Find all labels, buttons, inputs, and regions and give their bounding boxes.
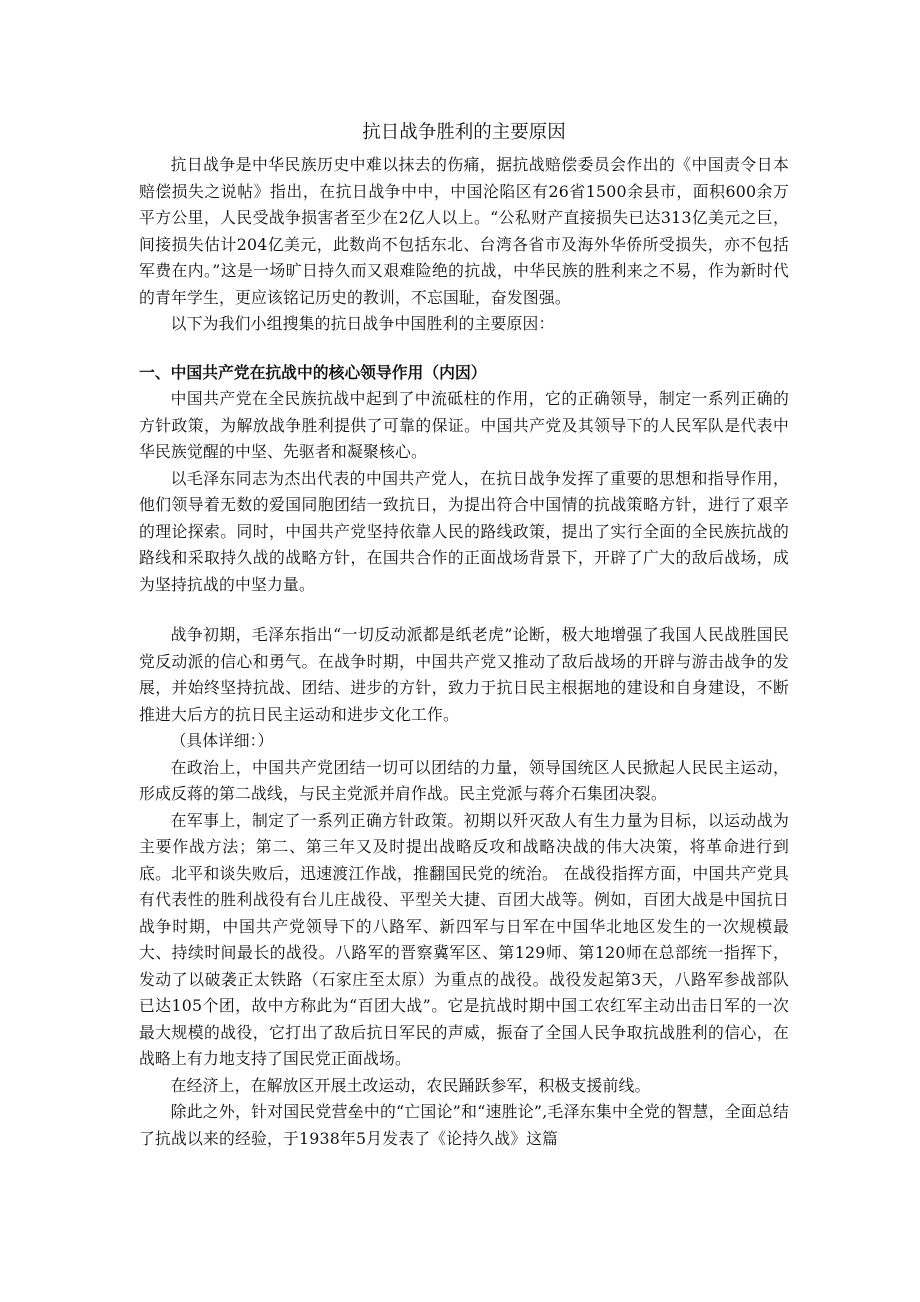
detail-paragraph-military: 在军事上，制定了一系列正确方针政策。初期以歼灭敌人有生力量为目标，以运动战为主要作战方法；第二、第三年又及时提出战略反攻和战略决战的伟大决策，将革命进行到底。北平和谈失败后，迅速渡江作战，推翻国民党的统治。 在战役指挥方面，中国共产党具有代表性的胜利战役有台儿庄战役、平型关大捷、百团大战等。例如，百团大战是中国抗日战争时期，中国共产党领导下的八路军、新四军与日军在中国华北地区发生的一次规模最大、持续时间最长的战役。八路军的晋察冀军区、第129师、第120师在总部统一指挥下，发动了以破袭正太铁路（石家庄至太原）为重点的战役。战役发起第3天，八路军参战部队已达105个团，故中方称此为“百团大战”。它是抗战时期中国工农红军主动出击日军的一次最大规模的战役，它打出了敌后抗日军民的声威，振奋了全国人民争取抗战胜利的信心，在战略上有力地支持了国民党正面战场。: [139, 810, 789, 1068]
detail-paragraph-politics: 在政治上，中国共产党团结一切可以团结的力量，领导国统区人民掀起人民民主运动，形成反蒋的第二战线，与民主党派并肩作战。民主党派与蒋介石集团决裂。: [139, 757, 789, 803]
detail-paragraph-economy: 在经济上，在解放区开展土改运动，农民踊跃参军，积极支援前线。: [170, 1075, 651, 1095]
body-paragraph: 以毛泽东同志为杰出代表的中国共产党人，在抗日战争发挥了重要的思想和指导作用，他们领导着无数的爱国同胞团结一致抗日，为提出符合中国情的抗战策略方针，进行了艰辛的理论探索。同时，中国共产党坚持依靠人民的路线政策，提出了实行全面的全民族抗战的路线和采取持久战的战略方针，在国共合作的正面战场背景下，开辟了广大的敌后战场，成为坚持抗战的中坚力量。: [139, 468, 789, 594]
intro-paragraph-1: 抗日战争是中华民族历史中难以抹去的伤痛，据抗战赔偿委员会作出的《中国责令日本赔偿损失之说帖》指出，在抗日战争中中，中国沦陷区有26省1500余县市，面积600余万平方公里，人民受战争损害者至少在2亿人以上。“公私财产直接损失已达313亿美元之巨，间接损失估计204亿美元，此数尚不包括东北、台湾各省市及海外华侨所受损失，亦不包括军费在内。”这是一场旷日持久而又艰难险绝的抗战，中华民族的胜利来之不易，作为新时代的青年学生，更应该铭记历史的教训，不忘国耻，奋发图强。: [139, 155, 789, 307]
detail-paragraph-other: 除此之外，针对国民党营垒中的“亡国论”和“速胜论”,毛泽东集中全党的智慧，全面总结了抗战以来的经验，于1938年5月发表了《论持久战》这篇: [139, 1102, 789, 1148]
paragraph-gap: [139, 598, 789, 622]
intro-paragraph-2: 以下为我们小组搜集的抗日战争中国胜利的主要原因：: [170, 314, 555, 333]
body-paragraph: 战争初期，毛泽东指出“一切反动派都是纸老虎”论断，极大地增强了我国人民战胜国民党反动派的信心和勇气。在战争时期，中国共产党又推动了敌后战场的开辟与游击战争的发展，并始终坚持抗战、团结、进步的方针，致力于抗日民主根据地的建设和自身建设，不断推进大后方的抗日民主运动和进步文化工作。: [139, 625, 789, 724]
document-page: [139, 120, 789, 1152]
body-paragraph: 中国共产党在全民族抗战中起到了中流砥柱的作用，它的正确领导，制定一系列正确的方针政策，为解放战争胜利提供了可靠的保证。中国共产党及其领导下的人民军队是代表中华民族觉醒的中坚、先驱者和凝聚核心。: [139, 389, 789, 461]
document-title: 抗日战争胜利的主要原因: [362, 122, 566, 143]
detail-label: （具体详细：）: [170, 731, 274, 750]
section-heading: 一、中国共产党在抗战中的核心领导作用（内因）: [139, 362, 487, 382]
